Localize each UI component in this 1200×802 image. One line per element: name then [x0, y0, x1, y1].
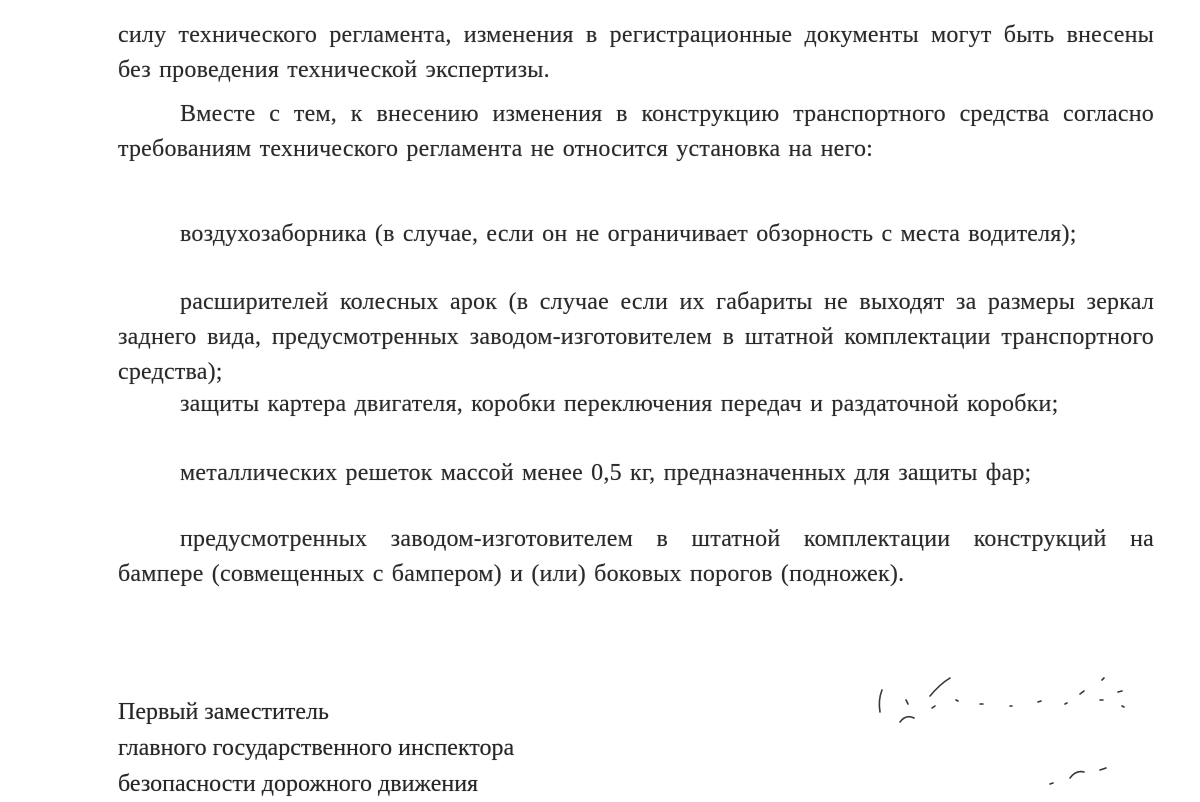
paragraph-exceptions-intro: Вместе с тем, к внесению изменения в конструкцию транспортного средства согласно требованиям технического регламента не относится установка на него: [118, 101, 1154, 162]
list-item-headlight-grilles: металлических решеток массой менее 0,5 кг, предназначенных для защиты фар; [180, 460, 1032, 486]
signatory-line-3: безопасности дорожного движения [118, 771, 479, 797]
list-item-bumper-structures: предусмотренных заводом-изготовителем в штатной комплектации конструкций на бампере (совмещенных с бампером) и (или) боковых порогов (подножек). [118, 526, 1154, 587]
signatory-line-1: Первый заместитель [118, 699, 329, 725]
paragraph-continuation: силу технического регламента, изменения в регистрационные документы могут быть внесены без проведения технической экспертизы. [118, 22, 1154, 83]
list-item-wheel-arch-extenders: расширителей колесных арок (в случае если их габариты не выходят за размеры зеркал заднего вида, предусмотренных заводом-изготовителем в штатной комплектации транспортного средства); [118, 289, 1154, 385]
signatory-title [118, 694, 678, 802]
signatory-line-2: главного государственного инспектора [118, 735, 515, 761]
list-item-engine-guard: защиты картера двигателя, коробки переключения передач и раздаточной коробки; [180, 391, 1059, 417]
handwritten-signature [860, 660, 1160, 800]
list-item-air-intake: воздухозаборника (в случае, если он не ограничивает обзорность с места водителя); [180, 221, 1077, 247]
